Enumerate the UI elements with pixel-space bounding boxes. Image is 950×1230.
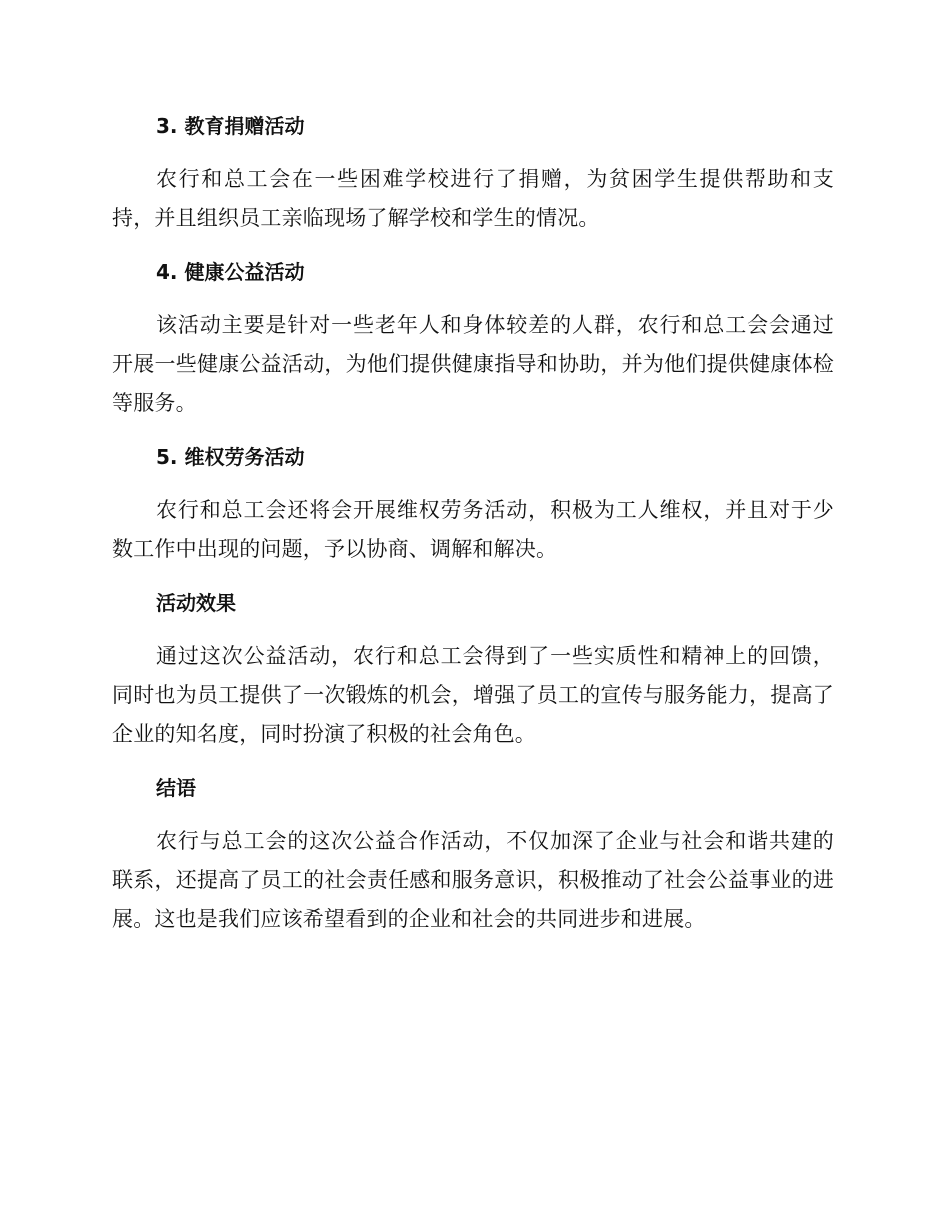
section-heading-activity-results: 活动效果 xyxy=(156,591,236,615)
document-body xyxy=(112,108,834,955)
section-paragraph-rights-labor: 农行和总工会还将会开展维权劳务活动，积极为工人维权，并且对于少数工作中出现的问题，予以协商、调解和解决。 xyxy=(112,498,834,561)
section-paragraph-conclusion: 农行与总工会的这次公益合作活动，不仅加深了企业与社会和谐共建的联系，还提高了员工的社会责任感和服务意识，积极推动了社会公益事业的进展。这也是我们应该希望看到的企业和社会的共同进步和进展。 xyxy=(112,829,834,931)
section-heading-rights-labor: 5. 维权劳务活动 xyxy=(156,445,305,469)
section-heading-health-welfare: 4. 健康公益活动 xyxy=(156,260,305,284)
section-heading-conclusion: 结语 xyxy=(156,776,196,800)
section-paragraph-health-welfare: 该活动主要是针对一些老年人和身体较差的人群，农行和总工会会通过开展一些健康公益活动，为他们提供健康指导和协助，并为他们提供健康体检等服务。 xyxy=(112,313,834,415)
section-paragraph-activity-results: 通过这次公益活动，农行和总工会得到了一些实质性和精神上的回馈，同时也为员工提供了一次锻炼的机会，增强了员工的宣传与服务能力，提高了企业的知名度，同时扮演了积极的社会角色。 xyxy=(112,644,834,746)
section-heading-education-donation: 3. 教育捐赠活动 xyxy=(156,114,305,138)
section-paragraph-education-donation: 农行和总工会在一些困难学校进行了捐赠，为贫困学生提供帮助和支持，并且组织员工亲临现场了解学校和学生的情况。 xyxy=(112,167,834,230)
